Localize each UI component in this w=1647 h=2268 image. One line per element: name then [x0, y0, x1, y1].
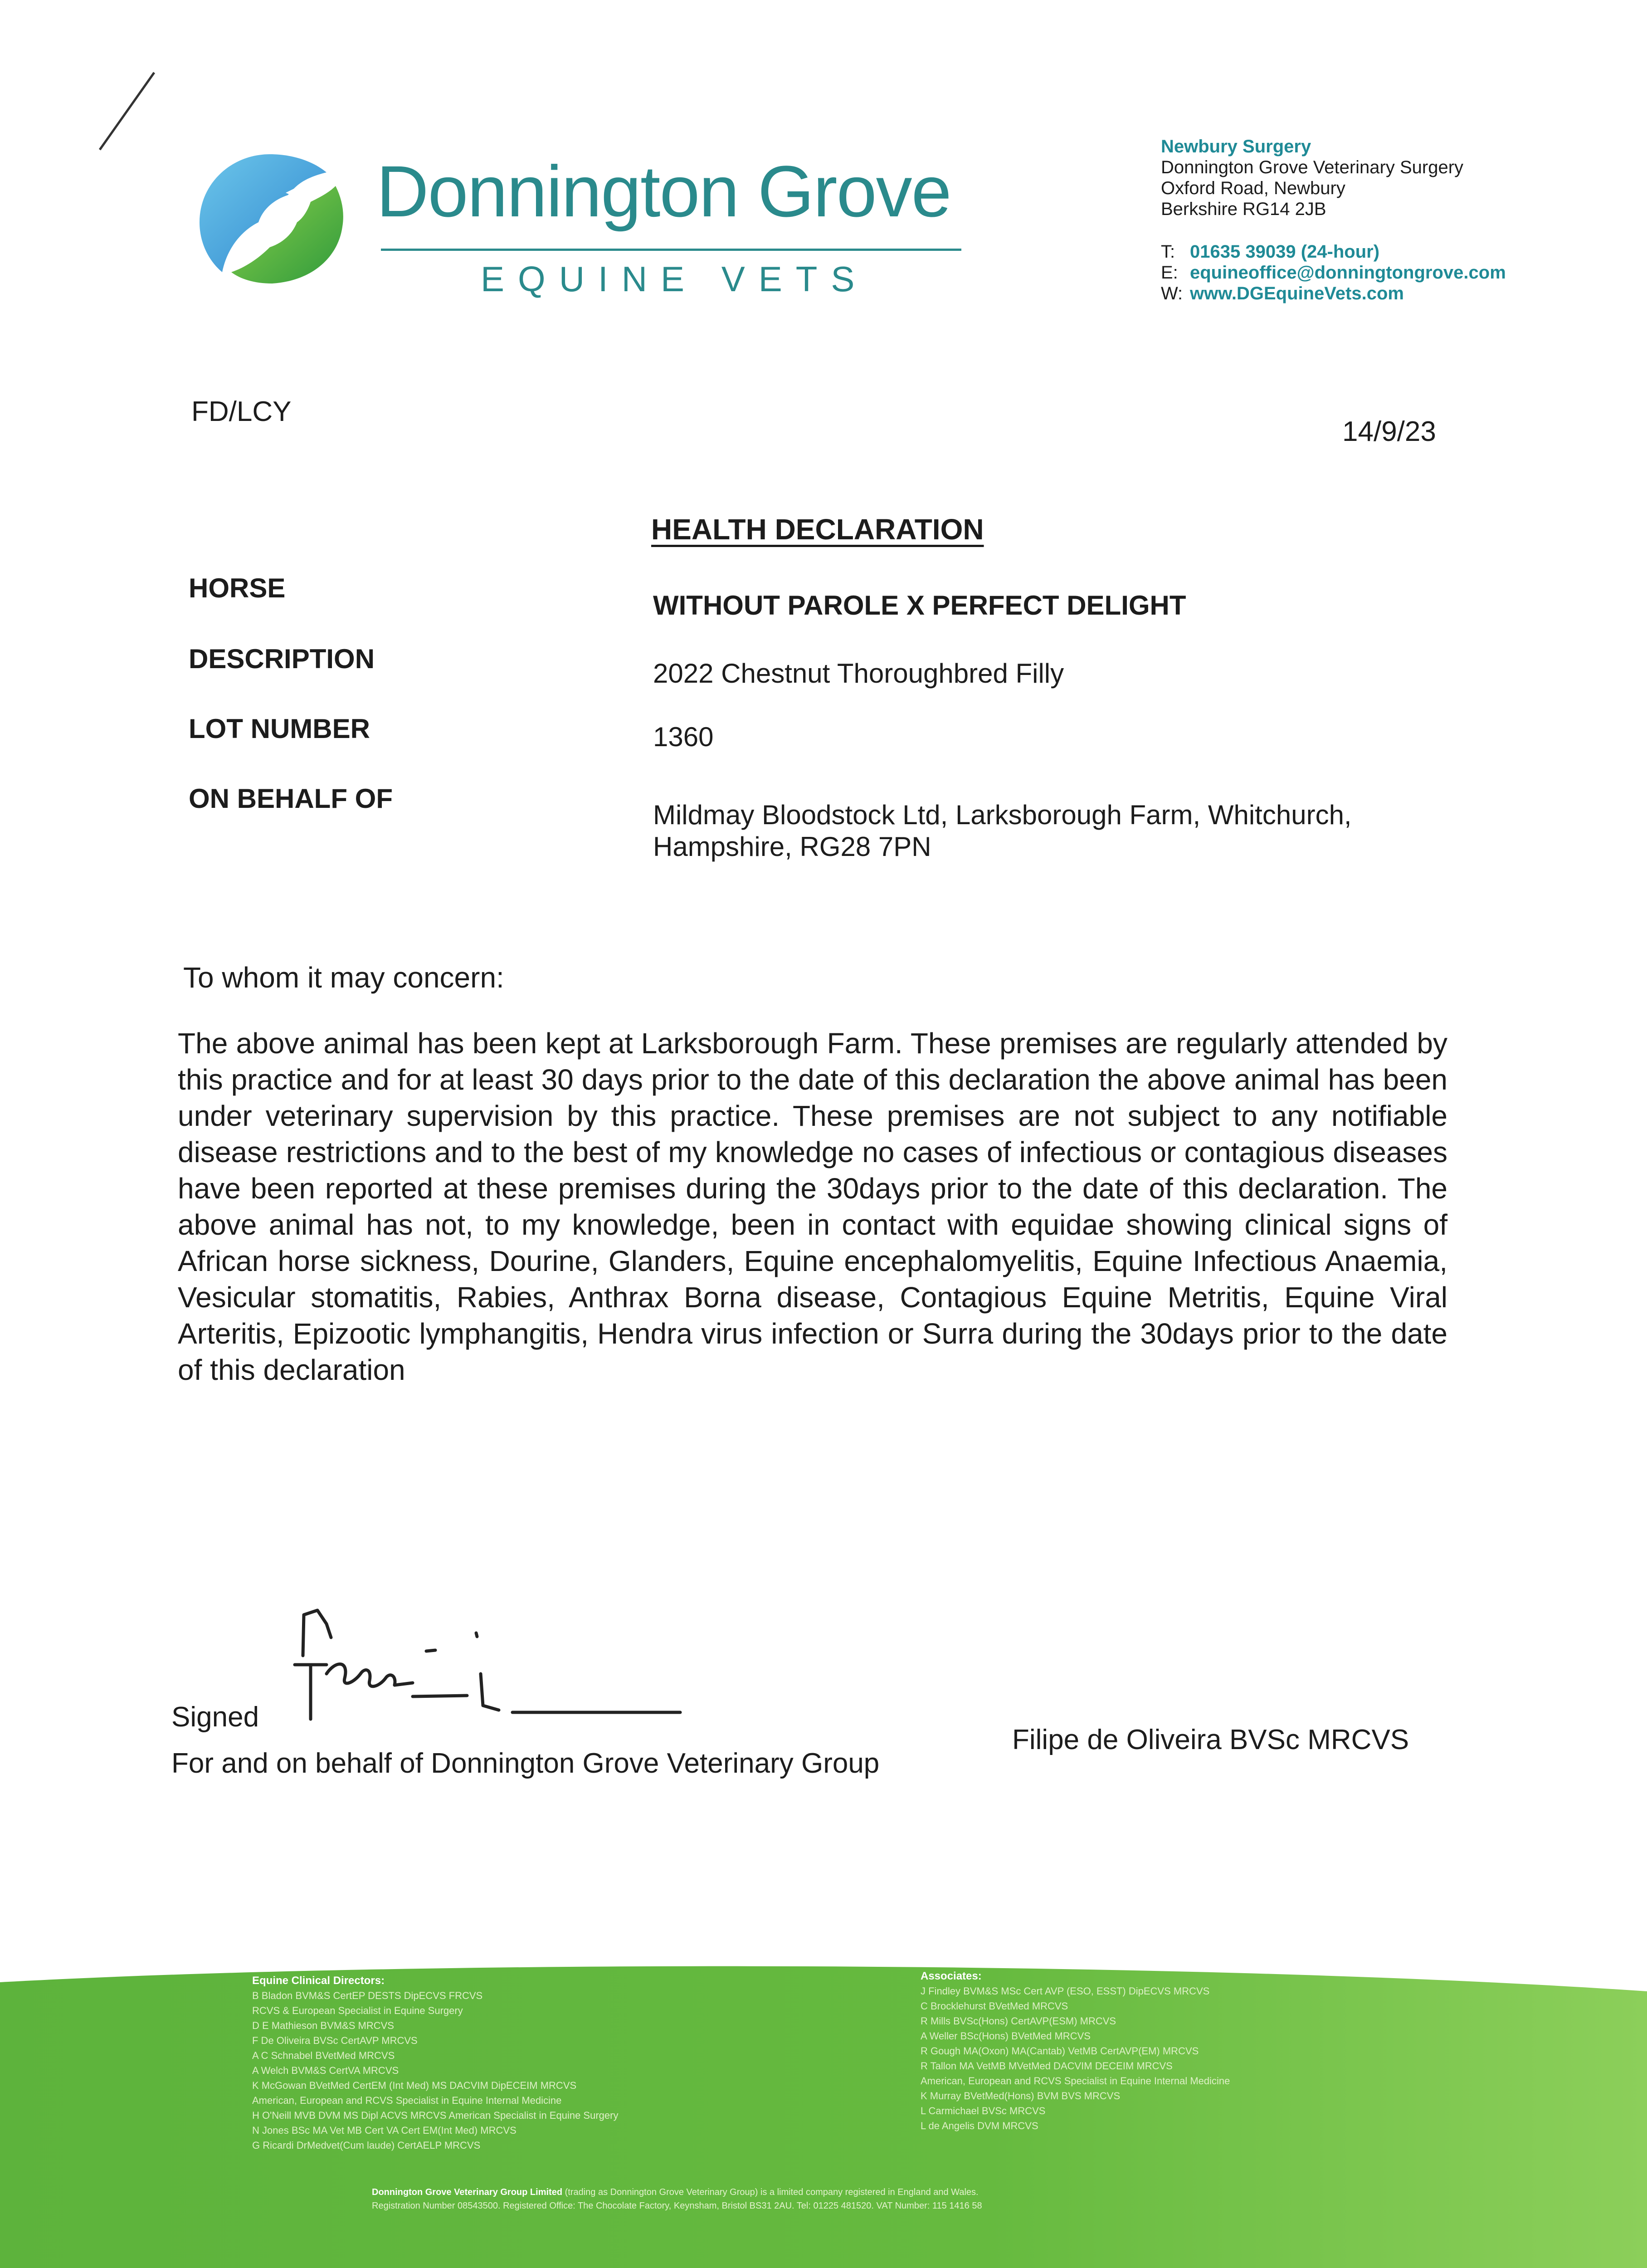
on-behalf-of-value-line: Hampshire, RG28 7PN [653, 831, 931, 862]
signature-behalf-line: For and on behalf of Donnington Grove Veterinary Group [171, 1748, 880, 1779]
director-entry: RCVS & European Specialist in Equine Surgery [252, 2005, 463, 2016]
contact-email: E: equineoffice@donningtongrove.com [1161, 263, 1506, 283]
page-title: HEALTH DECLARATION [651, 513, 984, 546]
associates-heading: Associates: [921, 1970, 982, 1982]
on-behalf-of-value-line: Mildmay Bloodstock Ltd, Larksborough Farm, Whitchurch, [653, 800, 1352, 830]
associate-entry: American, European and RCVS Specialist in Equine Internal Medicine [921, 2075, 1230, 2087]
pen-stroke-mark [91, 68, 163, 154]
director-entry: F De Oliveira BVSc CertAVP MRCVS [252, 2035, 418, 2046]
director-entry: D E Mathieson BVM&S MRCVS [252, 2020, 394, 2031]
lot-number-label: LOT NUMBER [189, 714, 370, 744]
footer-associates [921, 1969, 1230, 2133]
description-value: 2022 Chestnut Thoroughbred Filly [653, 658, 1064, 689]
reference-code: FD/LCY [191, 396, 292, 427]
director-entry: A C Schnabel BVetMed MRCVS [252, 2050, 395, 2061]
legal-heading: Donnington Grove Veterinary Group Limited [372, 2187, 563, 2197]
footer-green-band [0, 1964, 1647, 2268]
associate-entry: C Brocklehurst BVetMed MRCVS [921, 2000, 1068, 2012]
address-heading: Newbury Surgery [1161, 137, 1311, 156]
footer-legal [372, 2185, 1279, 2213]
legal-line: Registration Number 08543500. Registered Office: The Chocolate Factory, Keynsham, Bristol BS31 2AU. Tel: 01225 481520. VAT Number: 115 1416 58 [372, 2201, 982, 2211]
horse-label: HORSE [189, 573, 286, 603]
horse-value: WITHOUT PAROLE X PERFECT DELIGHT [653, 590, 1186, 621]
associate-entry: R Tallon MA VetMB MVetMed DACVIM DECEIM MRCVS [921, 2060, 1173, 2072]
lot-number-value: 1360 [653, 722, 714, 752]
contact-web: W: www.DGEquineVets.com [1161, 284, 1404, 303]
address-block [1161, 136, 1463, 220]
address-line: Donnington Grove Veterinary Surgery [1161, 157, 1464, 177]
associate-entry: R Gough MA(Oxon) MA(Cantab) VetMB CertAVP(EM) MRCVS [921, 2045, 1199, 2057]
director-entry: B Bladon BVM&S CertEP DESTS DipECVS FRCVS [252, 1990, 483, 2001]
signed-label: Signed [171, 1701, 259, 1733]
associate-entry: L de Angelis DVM MRCVS [921, 2120, 1038, 2131]
director-entry: H O'Neill MVB DVM MS Dipl ACVS MRCVS American Specialist in Equine Surgery [252, 2110, 619, 2121]
director-entry: G Ricardi DrMedvet(Cum laude) CertAELP MRCVS [252, 2140, 481, 2151]
brand-subtitle: EQUINE VETS [481, 259, 868, 299]
associate-entry: J Findley BVM&S MSc Cert AVP (ESO, ESST) DipECVS MRCVS [921, 1985, 1210, 1997]
address-line: Oxford Road, Newbury [1161, 178, 1345, 198]
director-entry: K McGowan BVetMed CertEM (Int Med) MS DACVIM DipECEIM MRCVS [252, 2080, 577, 2091]
on-behalf-of-label: ON BEHALF OF [189, 783, 393, 814]
associate-entry: A Weller BSc(Hons) BVetMed MRCVS [921, 2030, 1091, 2042]
signer-name: Filipe de Oliveira BVSc MRCVS [1012, 1724, 1409, 1755]
directors-heading: Equine Clinical Directors: [252, 1975, 385, 1987]
horse-head-logo-icon [190, 145, 354, 290]
associate-entry: R Mills BVSc(Hons) CertAVP(ESM) MRCVS [921, 2015, 1116, 2027]
letter-date: 14/9/23 [1342, 416, 1436, 447]
director-entry: American, European and RCVS Specialist in Equine Internal Medicine [252, 2095, 562, 2106]
description-label: DESCRIPTION [189, 644, 375, 674]
associate-entry: K Murray BVetMed(Hons) BVM BVS MRCVS [921, 2090, 1121, 2102]
brand-name: Donnington Grove [376, 151, 951, 232]
brand-divider [381, 249, 961, 251]
address-line: Berkshire RG14 2JB [1161, 199, 1326, 219]
contact-phone: T: 01635 39039 (24-hour) [1161, 242, 1380, 262]
declaration-body: The above animal has been kept at Larksborough Farm. These premises are regularly attended by this practice and for at least 30 days prior to the date of this declaration the above animal has been under veterinary supervision by this practice. These premises are not subject to any notifiable disease restrictions and to the best of my knowledge no cases of infectious or contagious diseases have been reported at these premises during the 30days prior to the date of this declaration. The above animal has not, to my knowledge, been in contact with equidae showing clinical signs of African horse sickness, Dourine, Glanders, Equine encephalomyelitis, Equine Infectious Anaemia, Vesicular stomatitis, Rabies, Anthrax Borna disease, Contagious Equine Metritis, Equine Viral Arteritis, Epizootic lymphangitis, Hendra virus infection or Surra during the 30days prior to the date of this declaration [178, 1027, 1447, 1386]
greeting: To whom it may concern: [183, 961, 504, 994]
legal-line: (trading as Donnington Grove Veterinary Group) is a limited company registered in England and Wales. [565, 2187, 979, 2197]
handwritten-signature [277, 1601, 694, 1737]
director-entry: A Welch BVM&S CertVA MRCVS [252, 2065, 399, 2076]
director-entry: N Jones BSc MA Vet MB Cert VA Cert EM(Int Med) MRCVS [252, 2125, 517, 2136]
footer-directors [252, 1973, 618, 2153]
contact-block [1161, 241, 1506, 304]
associate-entry: L Carmichael BVSc MRCVS [921, 2105, 1046, 2116]
